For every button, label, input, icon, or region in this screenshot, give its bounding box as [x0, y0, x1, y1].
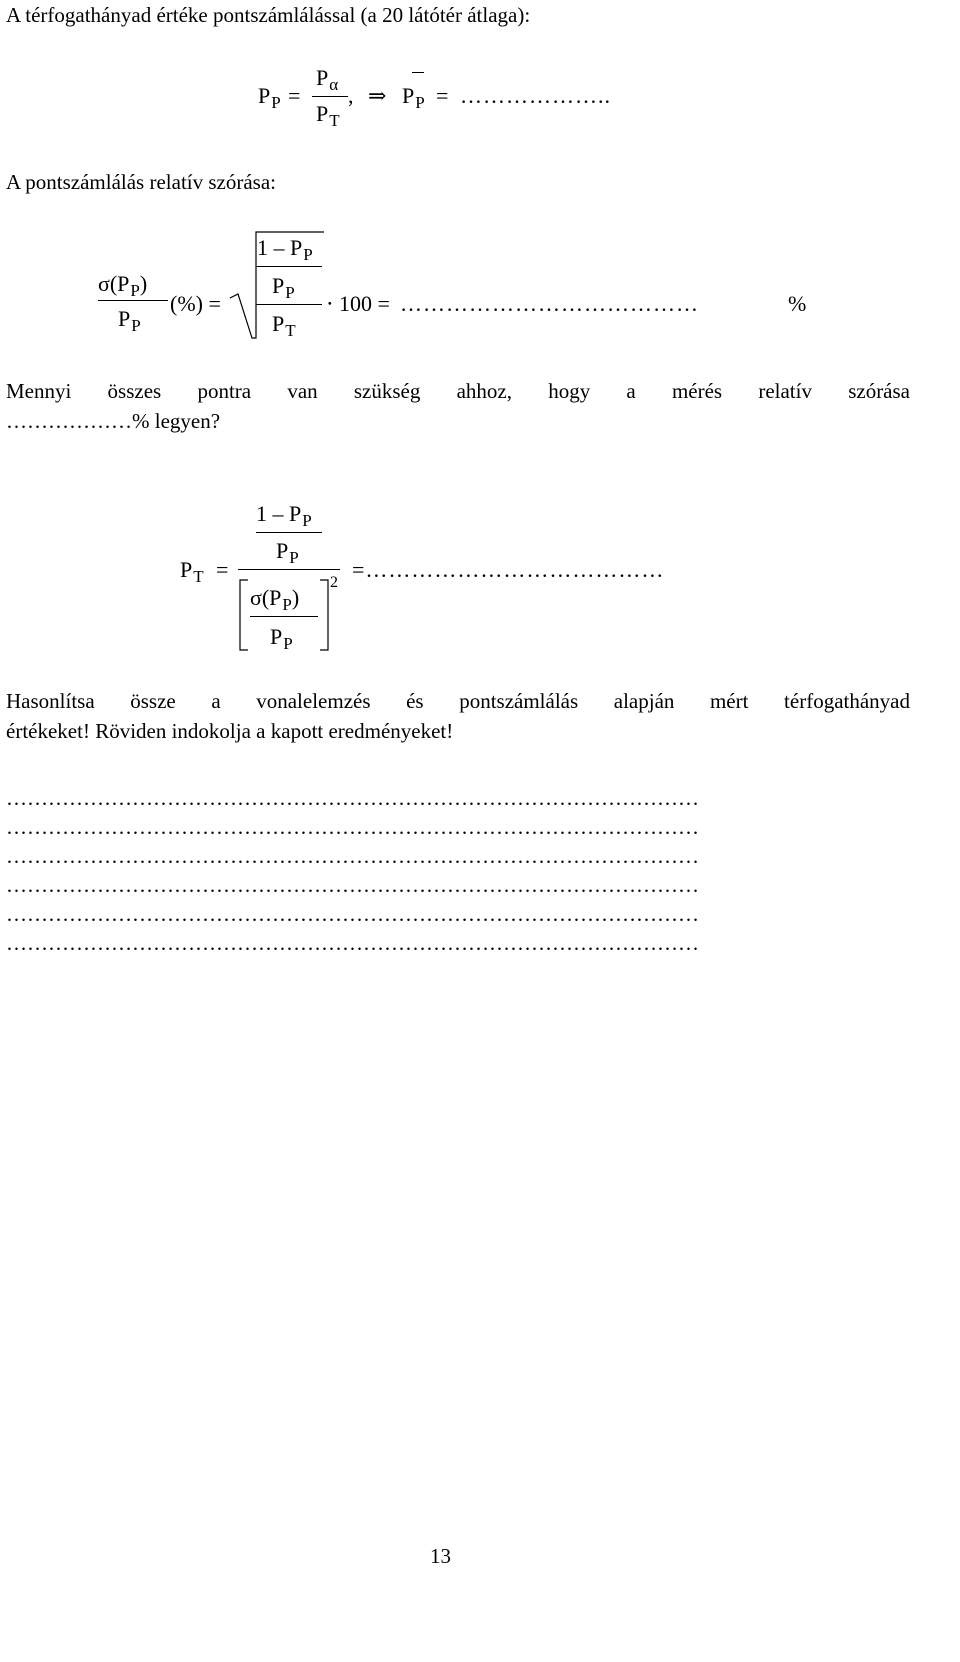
answer-line[interactable]: ……………………………………………………………………………………… [6, 844, 699, 868]
root-main-fraction-bar [256, 304, 322, 305]
formula3-answer-blank: =………………………………… [352, 557, 665, 582]
root-middle: $P_P$ [272, 273, 295, 302]
formula1-answer-blank: ……………….. [460, 83, 611, 108]
formula1-denominator: $P_T$ [316, 101, 340, 130]
formula1-numerator: $P_\alpha$ [316, 65, 339, 94]
answer-line[interactable]: ……………………………………………………………………………………… [6, 873, 699, 897]
compare-line-1: Hasonlítsa össze a vonalelemzés és pontszámlálás alapján mért térfogathányad [6, 689, 910, 713]
answer-line[interactable]: ……………………………………………………………………………………… [6, 931, 699, 955]
answer-line[interactable]: ……………………………………………………………………………………… [6, 902, 699, 926]
page-number: 13 [430, 1544, 451, 1568]
formula1-fraction-bar [312, 96, 348, 97]
formula3-main-fraction-bar [238, 569, 340, 570]
formula1-equals2: = [436, 83, 449, 108]
formula1-mean: $P_P$ [402, 83, 425, 112]
root-denominator: $P_T$ [272, 311, 296, 340]
formula3-top-numerator: $1 - P_P$ [256, 501, 312, 530]
answer-line[interactable]: ……………………………………………………………………………………… [6, 786, 699, 810]
formula3-inner-denominator: $P_P$ [270, 624, 293, 653]
formula2-fraction-bar [98, 300, 168, 301]
formula2-sigma-numerator: $\sigma(P_P)$ [98, 271, 148, 300]
formula3-lhs: $P_T$ [180, 557, 204, 586]
compare-line-2: értékeket! Röviden indokolja a kapott eredményeket! [6, 719, 454, 743]
volume-fraction-heading: A térfogathányad értéke pontszámlálással (a 20 látótér átlaga): [6, 3, 531, 27]
relative-scatter-heading: A pontszámlálás relatív szórása: [6, 170, 276, 194]
implies-arrow-icon: ⇒ [368, 83, 387, 108]
formula3-inner-fraction-bar [250, 616, 318, 617]
formula3-top-denominator: $P_P$ [276, 538, 299, 567]
formula2-times-hundred: ⋅ 100 = [326, 291, 390, 316]
formula1-comma: , [348, 83, 354, 108]
formula2-percent: % [788, 291, 807, 316]
formula3-top-fraction-bar [256, 532, 322, 533]
question-line-1: Mennyi összes pontra van szükség ahhoz, hogy a mérés relatív szórása [6, 379, 910, 403]
root-numerator: $1 - P_P$ [257, 235, 313, 264]
formula3-exponent: 2 [330, 574, 338, 591]
formula1-lhs: $P_P$ [258, 83, 281, 112]
formula1-equals: = [288, 83, 301, 108]
mean-overbar [412, 72, 424, 73]
formula3-sigma: $\sigma(P_P)$ [250, 585, 300, 614]
answer-line[interactable]: ……………………………………………………………………………………… [6, 815, 699, 839]
formula2-denominator: $P_P$ [118, 306, 141, 335]
root-upper-fraction-bar [256, 266, 322, 267]
question-line-2: ………………% legyen? [6, 409, 221, 433]
formula2-percent-equals: (%) = [170, 291, 221, 316]
formula3-equals: = [216, 557, 229, 582]
formula2-answer-blank: ………………………………… [400, 291, 699, 316]
